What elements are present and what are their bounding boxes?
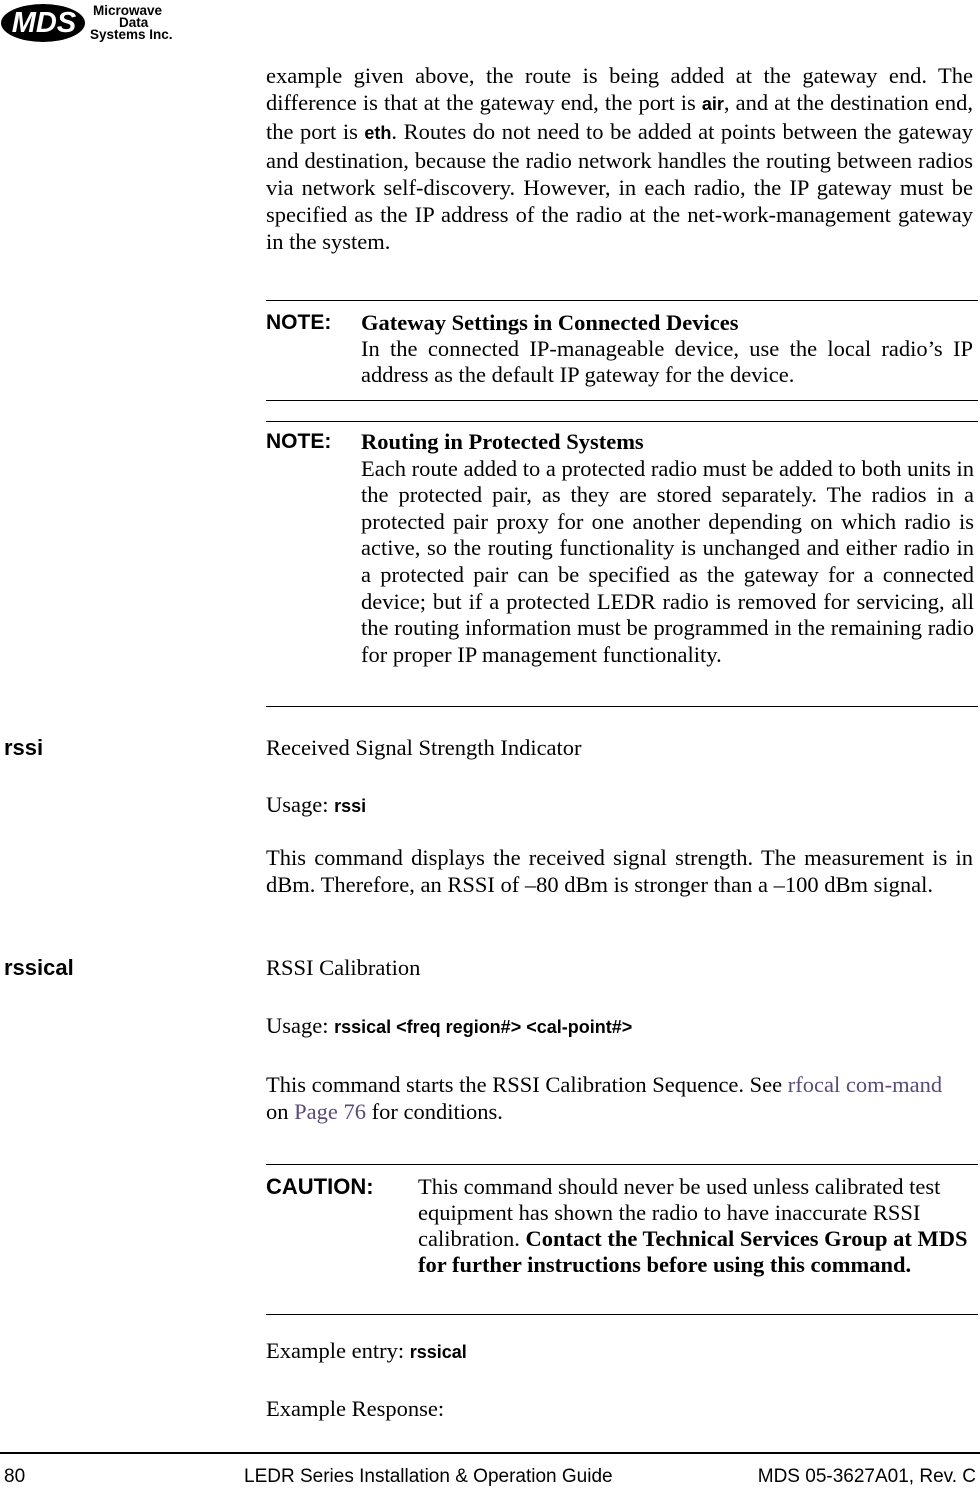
note2-label: NOTE: — [266, 430, 332, 453]
footer-page-number: 80 — [4, 1466, 26, 1487]
logo-line-1: Microwave — [93, 3, 163, 18]
intro-text-1: example given above, the route is being added at the gateway end. The difference is that at the gateway end, the port is — [266, 63, 973, 115]
note1-bottom-rule — [266, 400, 978, 401]
rssi-usage-label: Usage: — [266, 792, 335, 817]
note2-title: Routing in Protected Systems — [361, 429, 644, 454]
note2-content — [361, 429, 974, 668]
rssical-body — [266, 1071, 966, 1125]
caution-bottom-rule — [266, 1314, 978, 1315]
rssi-body: This command displays the received signal strength. The measurement is in dBm. Therefore, an RSSI of –80 dBm is stronger than a –100 dBm signal. — [266, 845, 973, 897]
rssical-description: RSSI Calibration — [266, 955, 421, 980]
caution-body-text: This command should never be used unless calibrated test equipment has shown the radio to have inaccurate RSSI calibration. — [418, 1174, 941, 1251]
logo-mds-text: MDS — [11, 7, 77, 39]
rssical-body-pre: This command starts the RSSI Calibration Sequence. See — [266, 1072, 788, 1097]
caution-label: CAUTION: — [266, 1174, 374, 1199]
footer-guide-title: LEDR Series Installation & Operation Guide — [244, 1466, 613, 1487]
caution-body — [418, 1174, 972, 1278]
logo-line-3: Systems Inc. — [90, 27, 173, 42]
company-logo — [0, 2, 200, 44]
footer-doc-number: MDS 05-3627A01, Rev. C — [757, 1466, 976, 1487]
rssical-usage-label: Usage: — [266, 1013, 335, 1038]
code-eth: eth — [364, 123, 392, 143]
note2-body: Each route added to a protected radio must be added to both units in the protected pair, as they are stored separately. The radios in a protected pair proxy for one another depending on which radio is active, so the routing functionality is unchanged and either radio in a protected pair can be specified as the gateway for a connected device; but if a protected LEDR radio is removed for servicing, all the routing information must be programmed in the remaining radio for proper IP management functionality. — [361, 455, 974, 667]
note2-top-rule — [266, 421, 978, 422]
rssi-description: Received Signal Strength Indicator — [266, 735, 582, 760]
caution-bold-text: Contact the Technical Services Group at MDS for further instructions before using this command. — [418, 1226, 968, 1277]
intro-paragraph — [266, 62, 973, 255]
note2-bottom-rule — [266, 706, 978, 707]
rssi-usage-command: rssi — [334, 796, 367, 816]
footer-rule — [0, 1452, 980, 1454]
code-air: air — [701, 94, 724, 114]
example-response-label: Example Response: — [266, 1396, 445, 1421]
note1-top-rule — [266, 300, 978, 301]
rssical-term: rssical — [4, 955, 74, 980]
intro-text-2: , and at the destination end, the port is — [266, 90, 973, 144]
note1-content — [361, 310, 973, 388]
rfocal-command-link[interactable]: rfocal com-mand — [787, 1072, 943, 1097]
logo-line-2: Data — [119, 15, 149, 30]
rssical-usage — [266, 1012, 632, 1041]
intro-text-3: . Routes do not need to be added at points between the gateway and destination, because the radio network handles the routing between radios via network self-discovery. However, in each radio, the IP gateway must be specified as the IP address of the radio at the net-work-management gateway in the system. — [266, 119, 973, 254]
note1-title: Gateway Settings in Connected Devices — [361, 310, 739, 335]
rssical-usage-command: rssical <freq region#> <cal-point#> — [334, 1017, 633, 1037]
rssical-body-mid: on — [266, 1099, 295, 1124]
caution-top-rule — [266, 1164, 978, 1165]
note1-body: In the connected IP-manageable device, use the local radio’s IP address as the default IP gateway for the device. — [361, 336, 973, 387]
page-76-link[interactable]: Page 76 — [294, 1099, 366, 1124]
example-entry-label: Example entry: — [266, 1338, 410, 1363]
rssi-term: rssi — [4, 735, 44, 760]
example-entry-command: rssical — [409, 1342, 467, 1362]
rssi-usage — [266, 791, 366, 820]
example-entry — [266, 1337, 467, 1366]
note1-label: NOTE: — [266, 311, 332, 334]
rssical-body-post: for conditions. — [366, 1099, 503, 1124]
